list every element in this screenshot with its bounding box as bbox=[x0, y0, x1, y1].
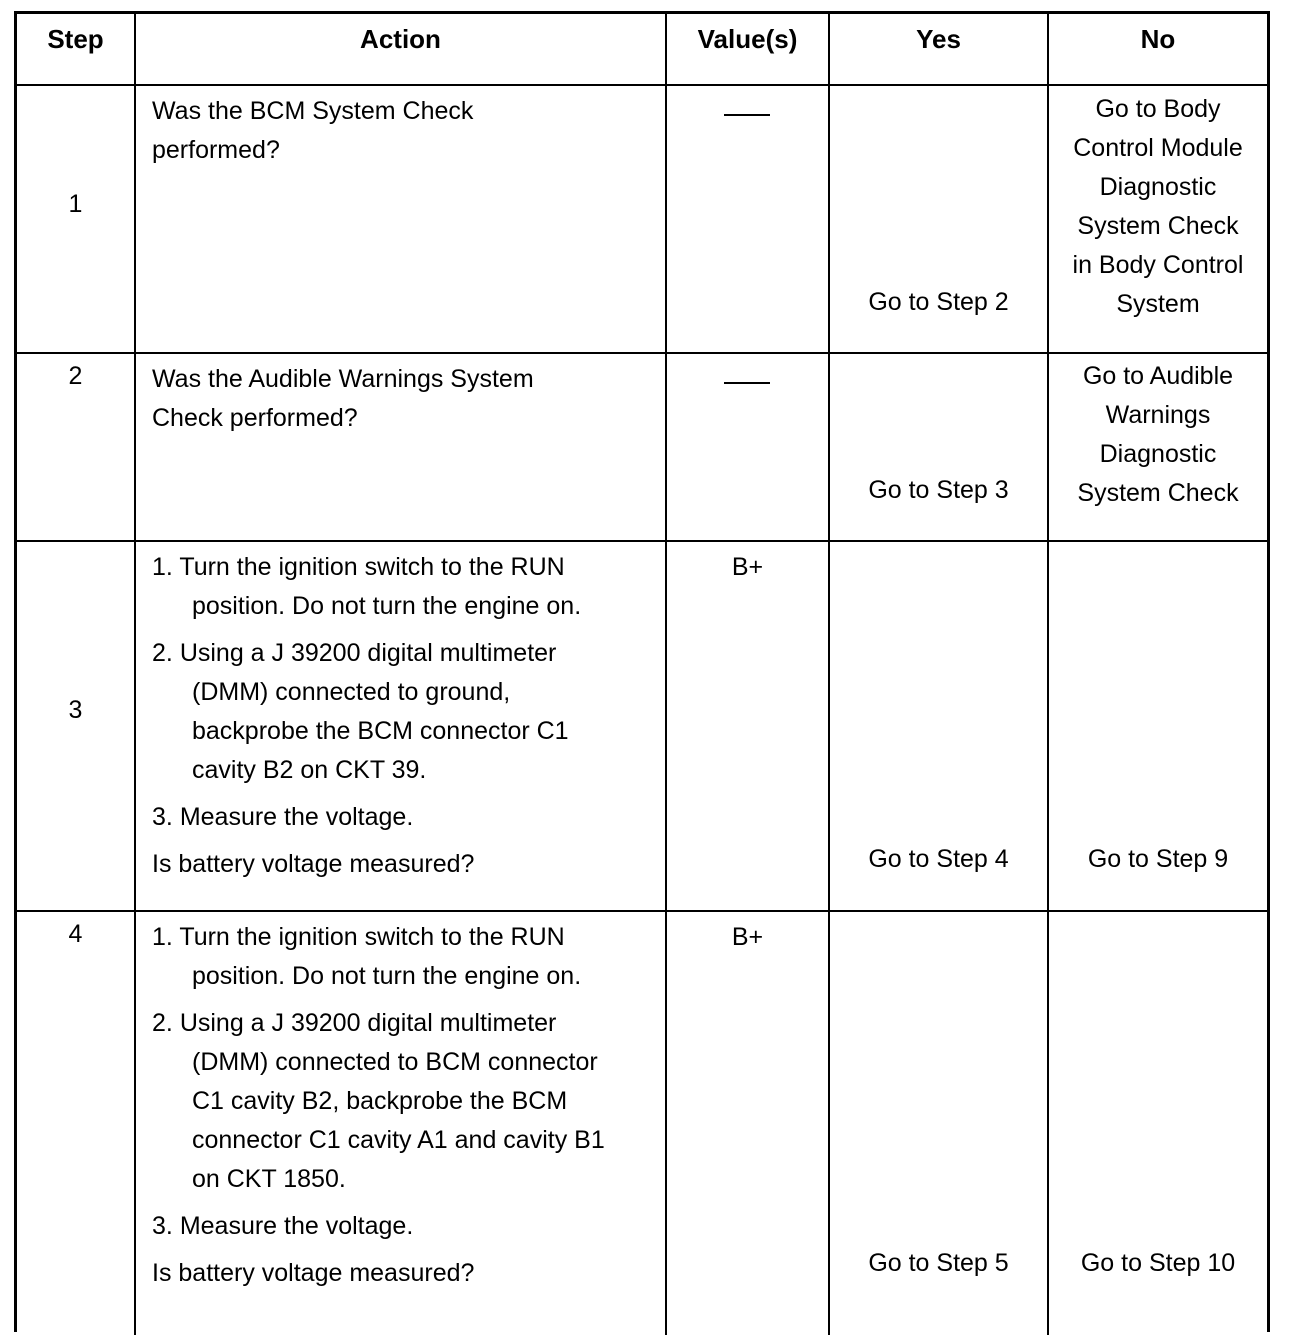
yes-target: Go to Step 3 bbox=[868, 476, 1009, 504]
action-line: Check performed? bbox=[152, 404, 358, 432]
value-text: B+ bbox=[731, 553, 764, 581]
action-cell bbox=[136, 542, 667, 910]
diagnostic-table bbox=[14, 11, 1270, 1332]
value-dash bbox=[724, 382, 770, 384]
table-row bbox=[17, 912, 1267, 1335]
no-target: Go to Step 10 bbox=[1080, 1249, 1236, 1277]
action-line: Was the BCM System Check bbox=[152, 97, 474, 125]
header-step: Step bbox=[17, 14, 136, 84]
header-no: No bbox=[1140, 24, 1176, 54]
header-values: Value(s) bbox=[667, 14, 830, 84]
value-text: B+ bbox=[731, 923, 764, 951]
step-number: 3 bbox=[68, 696, 83, 724]
step-number: 2 bbox=[68, 362, 83, 390]
step-number: 1 bbox=[68, 190, 83, 218]
list-item: 1. Turn the ignition switch to the RUN position. Do not turn the engine on. bbox=[152, 923, 582, 990]
list-item: 3. Measure the voltage. bbox=[152, 1212, 414, 1240]
table-row bbox=[17, 354, 1267, 542]
list-item: 3. Measure the voltage. bbox=[152, 803, 414, 831]
step-number: 4 bbox=[68, 920, 83, 948]
header-yes: Yes bbox=[830, 14, 1049, 84]
table-row bbox=[17, 542, 1267, 912]
value-dash bbox=[724, 114, 770, 116]
yes-target: Go to Step 4 bbox=[868, 845, 1009, 873]
action-question: Is battery voltage measured? bbox=[152, 850, 475, 878]
no-target: Go to Body Control Module Diagnostic System Check in Body Control System bbox=[1072, 95, 1244, 318]
table-row bbox=[17, 86, 1267, 354]
list-item: 2. Using a J 39200 digital multimeter (DMM) connected to BCM connector C1 cavity B2, backprobe the BCM connector C1 cavity A1 and cavity B1 on CKT 1850. bbox=[152, 1009, 605, 1193]
list-item: 2. Using a J 39200 digital multimeter (DMM) connected to ground, backprobe the BCM connector C1 cavity B2 on CKT 39. bbox=[152, 639, 569, 784]
no-target: Go to Step 9 bbox=[1087, 845, 1229, 873]
action-line: performed? bbox=[152, 136, 280, 164]
header-row bbox=[17, 14, 1267, 86]
no-target: Go to Audible Warnings Diagnostic System Check bbox=[1077, 362, 1239, 507]
action-cell bbox=[136, 86, 667, 352]
yes-target: Go to Step 5 bbox=[868, 1249, 1009, 1277]
action-cell bbox=[136, 912, 667, 1335]
list-item: 1. Turn the ignition switch to the RUN position. Do not turn the engine on. bbox=[152, 553, 582, 620]
yes-target: Go to Step 2 bbox=[868, 288, 1009, 316]
action-line: Was the Audible Warnings System bbox=[152, 365, 534, 393]
header-action: Action bbox=[136, 14, 667, 84]
action-question: Is battery voltage measured? bbox=[152, 1259, 475, 1287]
action-cell bbox=[136, 354, 667, 540]
